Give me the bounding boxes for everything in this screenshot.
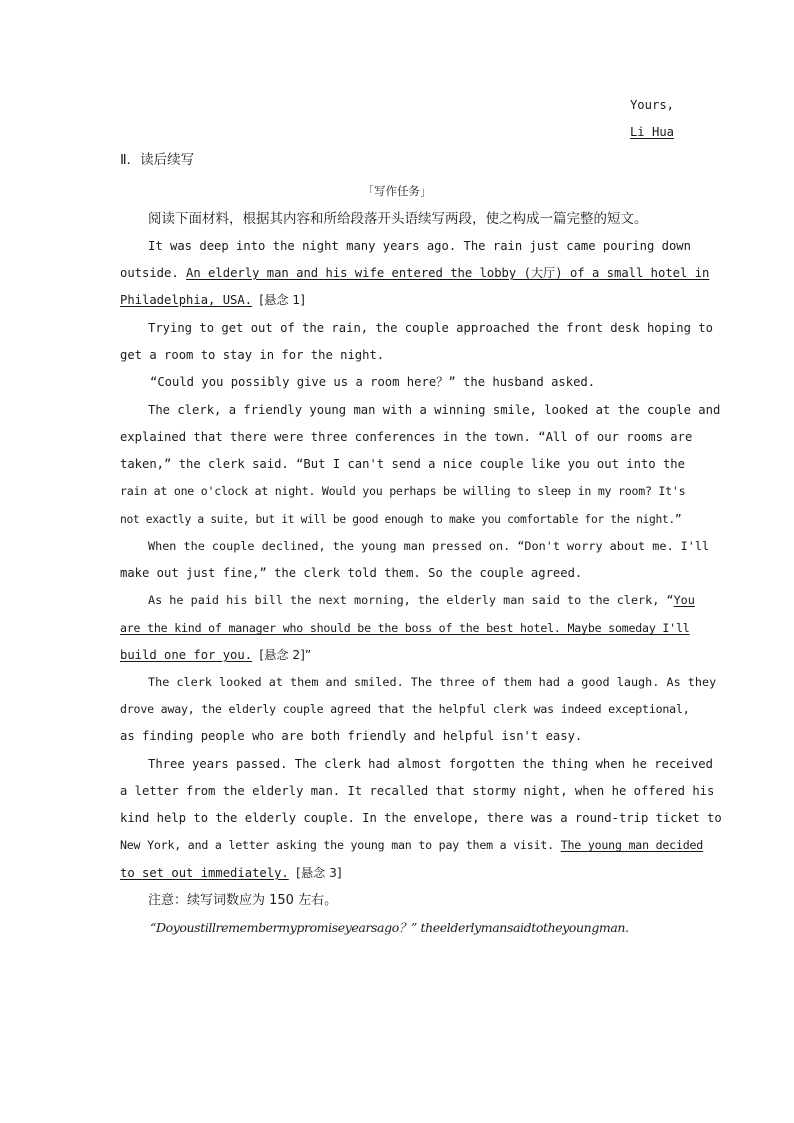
story-line: The clerk, a friendly young man with a winning smile, looked at the couple and — [148, 403, 721, 417]
suspense-marker-3: [悬念 3] — [296, 866, 342, 880]
instruction: 阅读下面材料，根据其内容和所给段落开头语续写两段，使之构成一篇完整的短文。 — [148, 211, 648, 227]
suspense-underline-2: are the kind of manager who should be the boss of the best hotel. Maybe someday I'll — [120, 621, 690, 635]
story-line: explained that there were three conferences in the town. “All of our rooms are — [120, 430, 693, 444]
story-line: drove away, the elderly couple agreed that the helpful clerk was indeed exceptional, — [120, 702, 690, 716]
story-line: not exactly a suite, but it will be good enough to make you comfortable for the night.” — [120, 513, 682, 526]
story-line: The clerk looked at them and smiled. The three of them had a good laugh. As they — [148, 675, 717, 689]
story-line: New York, and a letter asking the young man to pay them a visit. The young man decided — [120, 838, 704, 852]
story-line: It was deep into the night many years ago. The rain just came pouring down — [148, 239, 691, 253]
opening-sentence: “Doyoustillremembermypromiseyearsago？” theelderlymansaidtotheyoungman. — [150, 920, 629, 935]
section-heading: Ⅱ．读后续写 — [120, 152, 195, 168]
story-line — [120, 615, 690, 642]
suspense-marker-2: [悬念 2]” — [259, 648, 312, 662]
story-line: as finding people who are both friendly and helpful isn't easy. — [120, 729, 583, 743]
suspense-underline-3: The young man decided — [560, 838, 704, 852]
story-line: When the couple declined, the young man pressed on. “Don't worry about me. I'll — [148, 539, 710, 553]
story-line: build one for you. [悬念 2]” — [120, 648, 312, 662]
word-count-note: 注意：续写词数应为 150 左右。 — [148, 893, 338, 908]
story-line: Philadelphia, USA. [悬念 1] — [120, 293, 305, 307]
story-line: get a room to stay in for the night. — [120, 348, 385, 362]
story-line: make out just fine,” the clerk told them. So the couple agreed. — [120, 566, 583, 580]
story-line: a letter from the elderly man. It recalled that stormy night, when he offered his — [120, 784, 715, 798]
task-title: 「写作任务」 — [362, 184, 432, 198]
story-line: “Could you possibly give us a room here？” the husband asked. — [150, 375, 596, 389]
story-line: kind help to the elderly couple. In the envelope, there was a round-trip ticket to — [120, 811, 722, 825]
suspense-underline-1: An elderly man and his wife entered the lobby (大厅) of a small hotel in — [186, 266, 710, 280]
story-line: outside. An elderly man and his wife entered the lobby (大厅) of a small hotel in — [120, 266, 710, 280]
story-line: Trying to get out of the rain, the couple approached the front desk hoping to — [148, 321, 713, 335]
story-line: Three years passed. The clerk had almost forgotten the thing when he received — [148, 757, 713, 771]
closing-yours: Yours, — [629, 98, 674, 112]
suspense-marker-1: [悬念 1] — [259, 293, 305, 307]
story-line: to set out immediately. [悬念 3] — [120, 866, 342, 880]
story-line: rain at one o'clock at night. Would you perhaps be willing to sleep in my room? It's — [120, 484, 686, 498]
story-line: taken,” the clerk said. “But I can't send a nice couple like you out into the — [120, 457, 685, 471]
closing-name: Li Hua — [629, 125, 674, 139]
story-line: As he paid his bill the next morning, the elderly man said to the clerk, “You — [148, 593, 695, 607]
